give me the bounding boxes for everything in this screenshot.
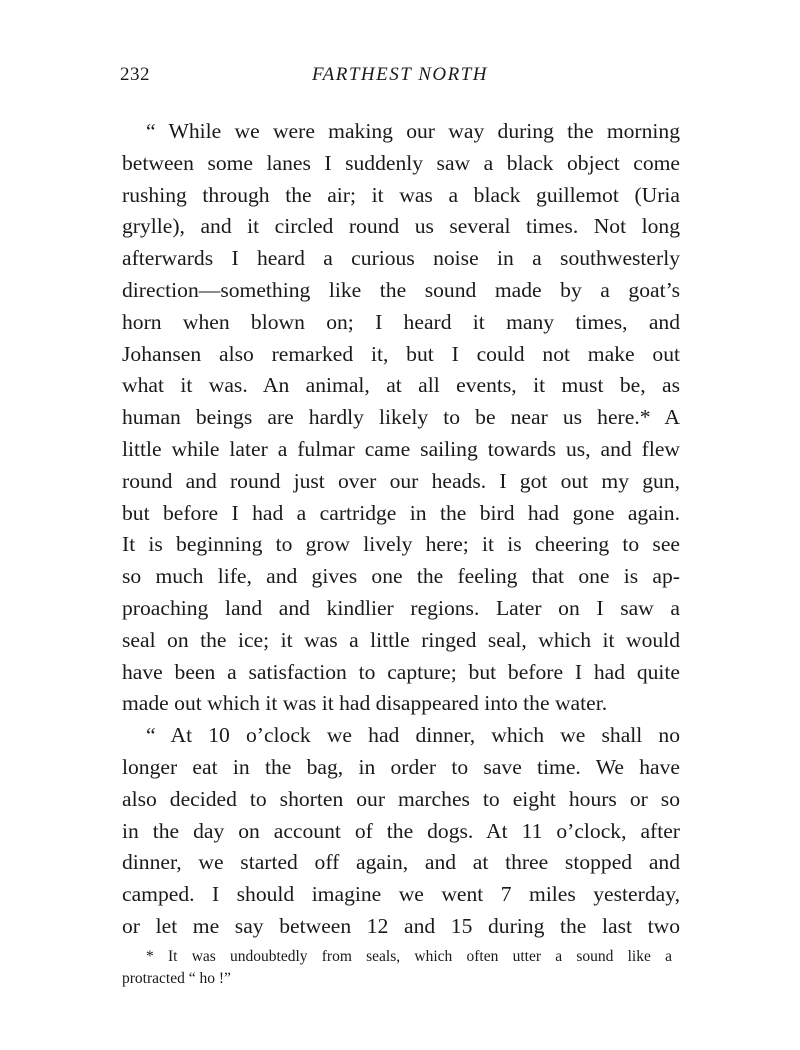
text-line: “ While we were making our way during the morning — [146, 119, 680, 143]
text-line: so much life, and gives one the feeling that one is ap- — [122, 564, 680, 589]
text-line: human beings are hardly likely to be near us here.* A — [122, 405, 680, 430]
text-line: or let me say between 12 and 15 during the last two — [122, 913, 680, 938]
text-line: “ At 10 o’clock we had dinner, which we shall no — [146, 723, 680, 748]
footnote — [122, 946, 672, 990]
text-line: also decided to shorten our marches to eight hours or so — [122, 786, 680, 811]
text-line: little while later a fulmar came sailing towards us, and flew — [122, 436, 680, 461]
text-line: between some lanes I suddenly saw a black object come — [122, 150, 680, 175]
footnote-line: * It was undoubtedly from seals, which often utter a sound like a — [146, 948, 672, 965]
text-line: what it was. An animal, at all events, it must be, as — [122, 373, 680, 398]
text-line: but before I had a cartridge in the bird had gone again. — [122, 500, 680, 525]
text-line: have been a satisfaction to capture; but before I had quite — [122, 659, 680, 684]
text-line: round and round just over our heads. I got out my gun, — [122, 468, 680, 493]
running-head — [120, 64, 680, 92]
text-line: proaching land and kindlier regions. Later on I saw a — [122, 595, 680, 620]
text-line: rushing through the air; it was a black guillemot (Uria — [122, 182, 680, 207]
text-line: in the day on account of the dogs. At 11 o’clock, after — [122, 818, 680, 843]
text-line: direction—something like the sound made by a goat’s — [122, 277, 680, 302]
text-line: seal on the ice; it was a little ringed seal, which it would — [122, 627, 680, 652]
text-line: afterwards I heard a curious noise in a southwesterly — [122, 246, 680, 271]
text-line: camped. I should imagine we went 7 miles yesterday, — [122, 882, 680, 907]
text-line: made out which it was it had disappeared into the water. — [122, 691, 608, 716]
text-line: grylle), and it circled round us several times. Not long — [122, 214, 680, 239]
text-line: dinner, we started off again, and at three stopped and — [122, 850, 680, 875]
running-title: FARTHEST NORTH — [311, 64, 489, 85]
text-line: horn when blown on; I heard it many times, and — [122, 309, 680, 334]
text-line: It is beginning to grow lively here; it is cheering to see — [122, 532, 680, 557]
body-text — [122, 116, 680, 943]
page-number: 232 — [120, 64, 150, 85]
footnote-line: protracted “ ho !” — [122, 970, 231, 987]
text-line: longer eat in the bag, in order to save time. We have — [122, 754, 680, 779]
text-line: Johansen also remarked it, but I could not make out — [122, 341, 680, 366]
